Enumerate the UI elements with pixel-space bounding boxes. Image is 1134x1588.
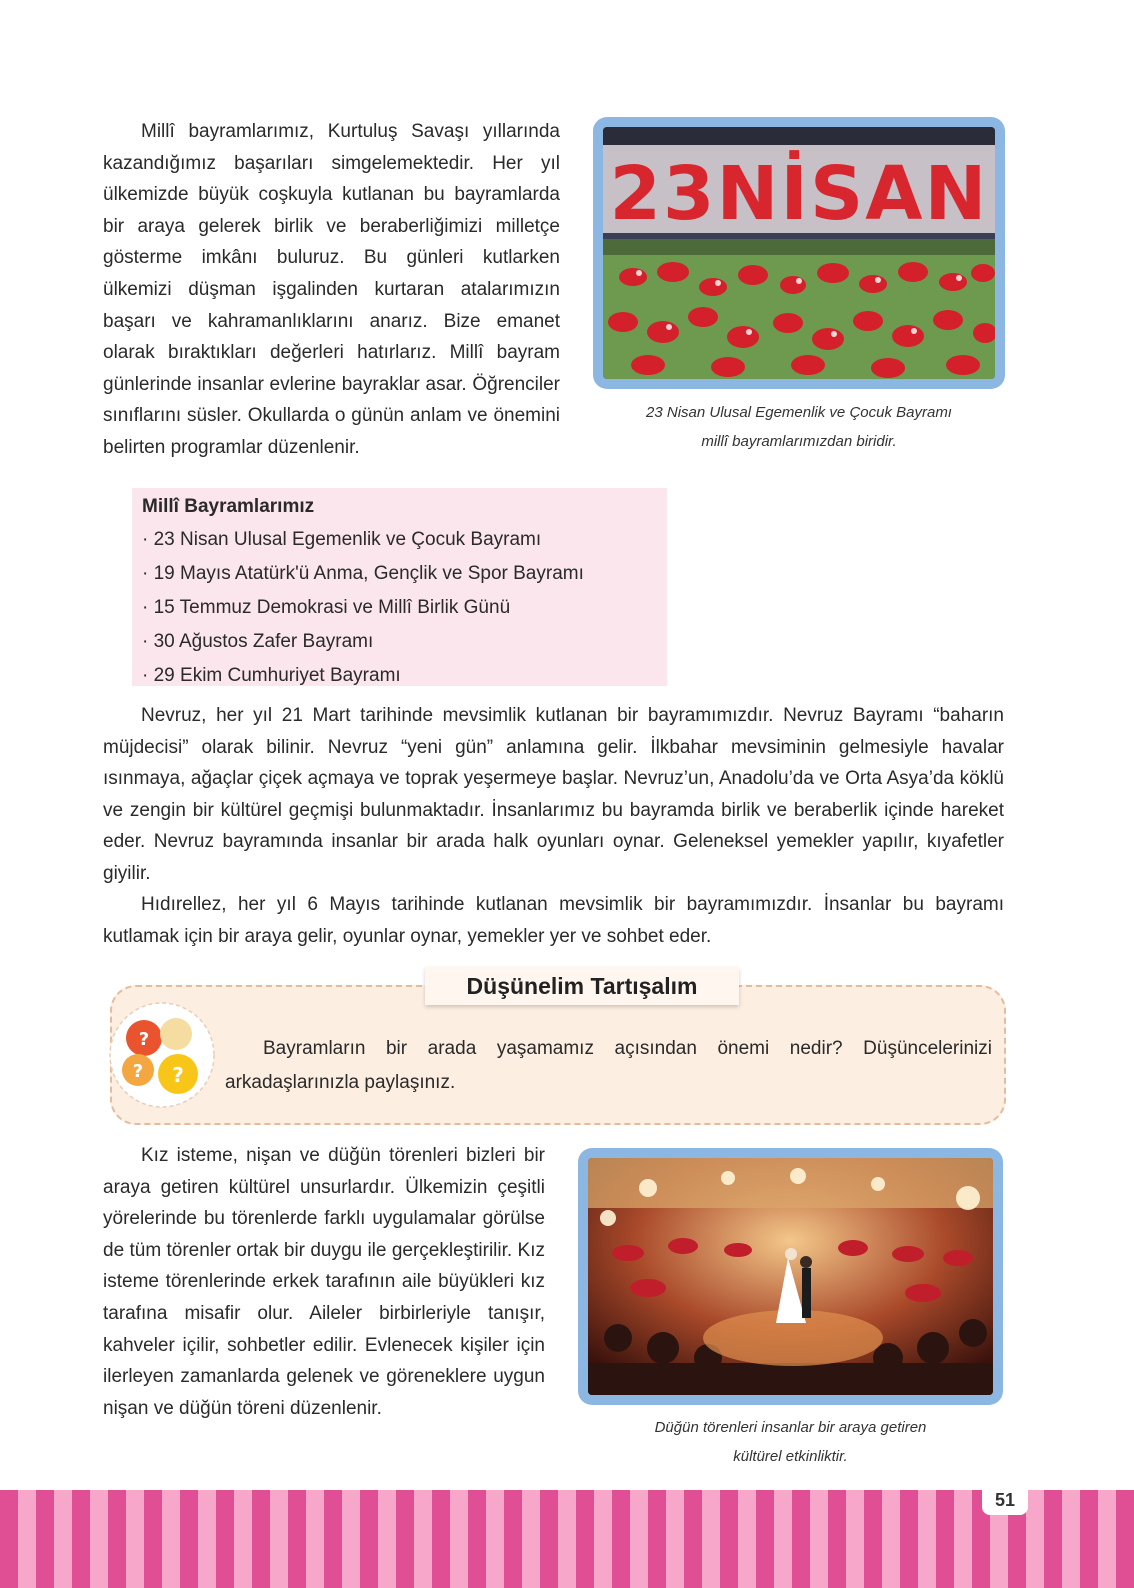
intro-text: Millî bayramlarımız, Kurtuluş Savaşı yıllarında kazandığımız başarıları simgelemektedir. Her yıl ülkemizde büyük coşkuyla kutlanan bu bayramlarda bir araya gelerek birlik ve beraberliğimizi milletçe gösterme imkânı buluruz. Bu günleri kutlarken ülkemizi düşman işgalinden kurtaran atalarımızın başarı ve kahramanlıklarını anarız. Bize emanet olarak bıraktıkları değerleri hatırlarız. Millî bayram günlerinde insanlar evlerine bayraklar asar. Öğrenciler sınıflarını süsler. Okullarda o günün anlam ve önemini belirten programlar düzenlenir.	[103, 121, 560, 458]
holiday-list-item: · 23 Nisan Ulusal Egemenlik ve Çocuk Bayramı	[142, 529, 542, 550]
holiday-list-item: · 19 Mayıs Atatürk'ü Anma, Gençlik ve Spor Bayramı	[142, 563, 584, 584]
april-23-photo	[603, 127, 995, 379]
wedding-photo-frame	[578, 1148, 1003, 1405]
wedding-caption-line-2: kültürel etkinliktir.	[733, 1448, 848, 1465]
april-23-photo-frame	[593, 117, 1005, 389]
discussion-title: Düşünelim Tartışalım	[425, 967, 739, 1005]
wedding-photo	[588, 1158, 993, 1395]
april-23-caption-line-1: 23 Nisan Ulusal Egemenlik ve Çocuk Bayramı	[646, 404, 952, 421]
national-holidays-title: Millî Bayramlarımız	[142, 496, 315, 517]
wedding-text: Kız isteme, nişan ve düğün törenleri bizleri bir araya getiren kültürel unsurlardır. Ülkemizin çeşitli yörelerinde bu törenlerde farklı uygulamalar görülse de tüm törenler ortak bir duygu ile gerçekleştirilir. Kız isteme törenlerinde erkek tarafının aile büyükleri kız tarafına misafir olur. Aileler birbirleriyle tanışır, kahveler içilir, sohbetler edilir. Evlenecek kişiler için ilerleyen zamanlarda gelenek ve göreneklere uygun nişan ve düğün töreni düzenlenir.	[103, 1145, 545, 1419]
april-23-caption-line-2: millî bayramlarımızdan biridir.	[701, 433, 897, 450]
wedding-paragraph	[103, 1140, 545, 1424]
question-mark: ?	[132, 1061, 144, 1082]
hidirellez-text: Hıdırellez, her yıl 6 Mayıs tarihinde kutlanan mevsimlik bir bayramımızdır. İnsanlar bu bayramı kutlamak için bir araya gelir, oyunlar oynar, yemekler yer ve sohbet eder.	[103, 894, 1004, 947]
discussion-question: Bayramların bir arada yaşamamız açısından önemi nedir? Düşüncelerinizi arkadaşlarınızla paylaşınız.	[225, 1038, 992, 1093]
national-holidays-box	[132, 488, 667, 686]
april-23-caption	[593, 398, 1005, 456]
holiday-list-item: · 15 Temmuz Demokrasi ve Millî Birlik Günü	[142, 597, 511, 618]
question-bubbles-icon	[106, 1002, 218, 1108]
holiday-list-item: · 29 Ekim Cumhuriyet Bayramı	[142, 665, 401, 686]
nevruz-paragraph	[103, 700, 1004, 890]
wedding-caption	[578, 1413, 1003, 1471]
nevruz-text: Nevruz, her yıl 21 Mart tarihinde mevsimlik kutlanan bir bayramımızdır. Nevruz Bayramı “baharın müjdecisi” olarak bilinir. Nevruz “yeni gün” anlamına gelir. İlkbahar mevsiminin gelmesiyle havalar ısınmaya, ağaçlar çiçek açmaya ve toprak yeşermeye başlar. Nevruz’un, Anadolu’da ve Orta Asya’da köklü ve zengin bir kültürel geçmişi bulunmaktadır. İnsanlarımız bu bayramda birlik ve beraberlik içinde hareket eder. Nevruz bayramında insanlar bir arada halk oyunları oynar. Geleneksel yemekler yapılır, kıyafetler giyilir.	[103, 705, 1004, 884]
intro-paragraph	[103, 116, 560, 464]
hidirellez-paragraph	[103, 889, 1004, 952]
wedding-caption-line-1: Düğün törenleri insanlar bir araya getiren	[654, 1419, 927, 1436]
footer-stripe-band	[0, 1490, 1134, 1588]
page-number: 51	[982, 1485, 1028, 1515]
question-mark: ?	[138, 1029, 150, 1050]
banner-text: 23NİSAN	[609, 151, 989, 237]
question-mark: ?	[172, 1063, 184, 1087]
holiday-list-item: · 30 Ağustos Zafer Bayramı	[142, 631, 374, 652]
